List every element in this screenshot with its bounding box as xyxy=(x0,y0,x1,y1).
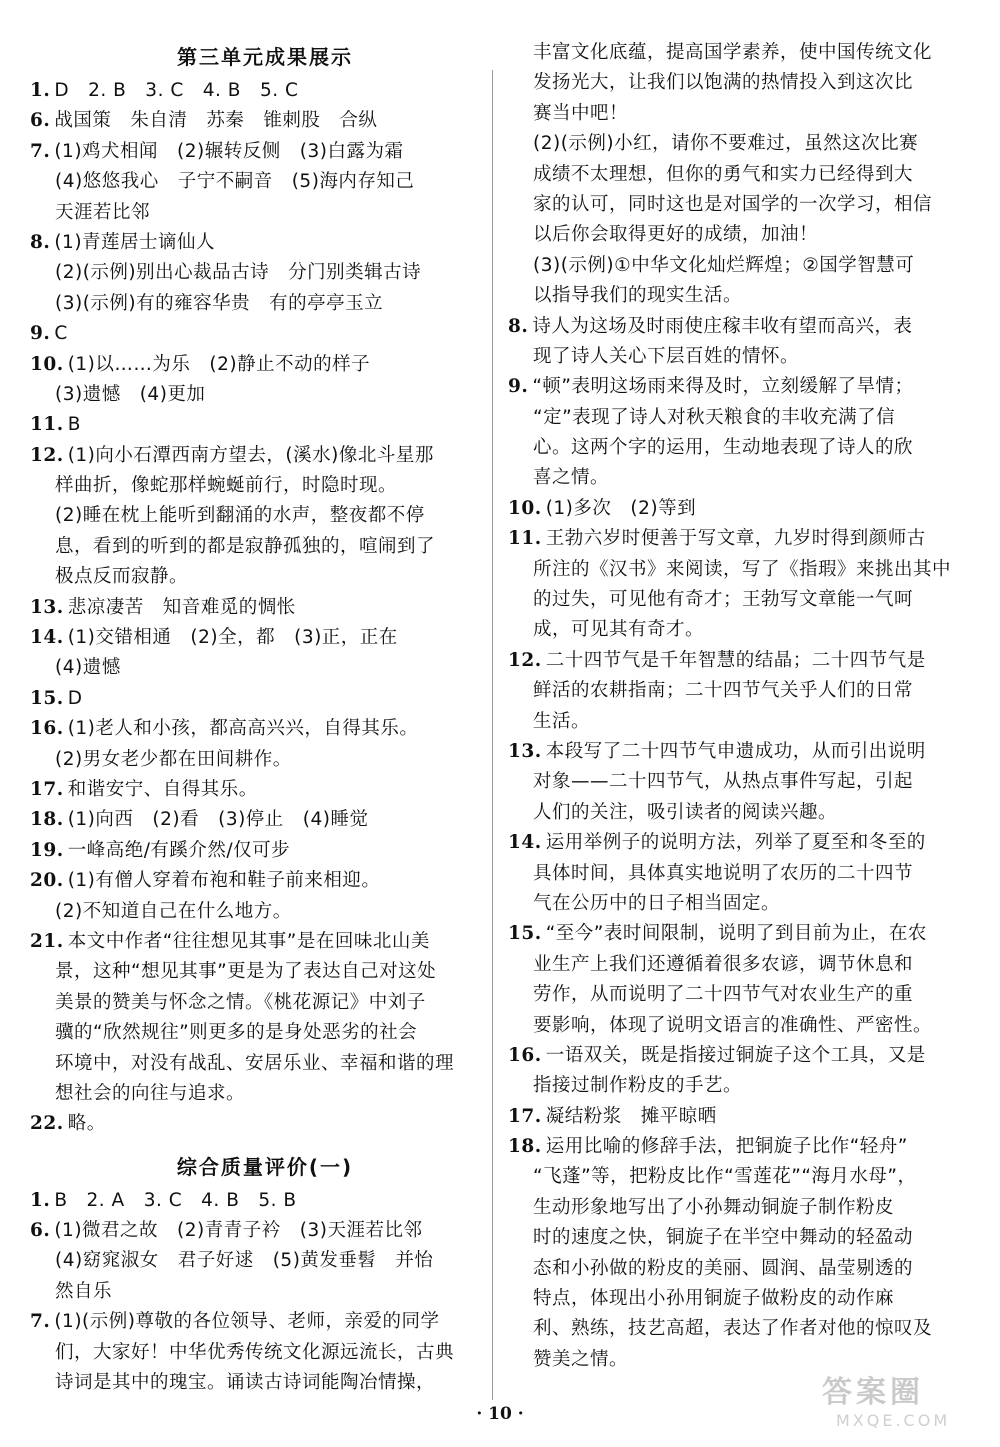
answer-text: 发扬光大，让我们以饱满的热情投入到这次比 xyxy=(533,72,914,94)
answer-text: 鲜活的农耕指南；二十四节气关乎人们的日常 xyxy=(533,680,914,702)
question-number: 10. xyxy=(30,353,64,375)
answer-line xyxy=(30,1216,500,1246)
answer-line xyxy=(508,372,970,402)
answer-text: (4)遗憾 xyxy=(55,657,121,679)
answer-text: 成绩不太理想，但你的勇气和实力已经得到大 xyxy=(533,163,914,185)
answer-line xyxy=(30,1079,500,1109)
answer-line xyxy=(508,342,970,372)
answer-text: 战国策 朱自清 苏秦 锥刺股 合纵 xyxy=(54,110,378,132)
answer-text: 极点反而寂静。 xyxy=(55,566,189,588)
answer-text: (1)多次 (2)等到 xyxy=(545,497,697,519)
answer-text: (4)悠悠我心 子宁不嗣音 (5)海内存知己 xyxy=(55,171,415,193)
answer-line xyxy=(508,980,970,1010)
answer-line xyxy=(30,988,500,1018)
question-number: 12. xyxy=(508,649,542,671)
watermark-text: 答案圈 xyxy=(822,1375,924,1410)
question-number: 18. xyxy=(30,809,64,831)
answer-text: (2)(示例)小红，请你不要难过，虽然这次比赛 xyxy=(533,133,919,155)
answer-text: 成，可见其有奇才。 xyxy=(533,619,705,641)
answer-text: 气在公历中的日子相当固定。 xyxy=(533,892,781,914)
answer-line xyxy=(508,707,970,737)
answer-line xyxy=(30,1109,500,1139)
question-number: 1. xyxy=(30,1189,51,1211)
answer-line xyxy=(508,1162,970,1192)
answer-line xyxy=(508,463,970,493)
answer-line xyxy=(508,68,970,98)
answer-line xyxy=(30,76,500,106)
answer-text: 劳作，从而说明了二十四节气对农业生产的重 xyxy=(533,984,914,1006)
answer-line xyxy=(30,471,500,501)
answer-text: (4)窈窕淑女 君子好逑 (5)黄发垂髫 并怡 xyxy=(55,1250,434,1272)
answer-text: 家的认可，同时这也是对国学的一次学习，相信 xyxy=(533,193,933,215)
answer-text: 然自乐 xyxy=(55,1280,113,1302)
answer-text: B 2. A 3. C 4. B 5. B xyxy=(54,1189,297,1211)
answer-text: 要影响，体现了说明文语言的准确性、严密性。 xyxy=(533,1014,933,1036)
answer-line xyxy=(508,403,970,433)
answer-text: (2)(示例)别出心裁品古诗 分门别类辑古诗 xyxy=(55,262,422,284)
answer-line xyxy=(508,160,970,190)
question-number: 15. xyxy=(508,923,542,945)
answer-line xyxy=(30,137,500,167)
answer-text: (2)睡在枕上能听到翻涌的水声，整夜都不停 xyxy=(55,505,425,527)
answer-text: 以后你会取得更好的成绩，加油！ xyxy=(533,224,819,246)
answer-line xyxy=(30,410,500,440)
answer-text: (1)鸡犬相闻 (2)辗转反侧 (3)白露为霜 xyxy=(54,140,404,162)
answer-line xyxy=(508,889,970,919)
answer-text: 业生产上我们还遵循着很多农谚，调节休息和 xyxy=(533,953,914,975)
answer-text: 天涯若比邻 xyxy=(55,201,151,223)
answer-text: (1)以……为乐 (2)静止不动的样子 xyxy=(67,353,371,375)
question-number: 11. xyxy=(508,528,542,550)
left-column xyxy=(30,38,500,1398)
answer-line xyxy=(30,836,500,866)
question-number: 20. xyxy=(30,870,64,892)
answer-line xyxy=(30,350,500,380)
answer-text: (1)(示例)尊敬的各位领导、老师，亲爱的同学 xyxy=(54,1311,440,1333)
answer-text: 运用比喻的修辞手法，把铜旋子比作“轻舟” xyxy=(545,1136,908,1158)
answer-line xyxy=(30,380,500,410)
answer-line xyxy=(30,775,500,805)
answer-text: B xyxy=(67,414,81,436)
answer-line xyxy=(508,1284,970,1314)
answer-text: 环境中，对没有战乱、安居乐业、幸福和谐的理 xyxy=(55,1052,455,1074)
answer-line xyxy=(508,798,970,828)
answer-text: 利、熟练，技艺高超，表达了作者对他的惊叹及 xyxy=(533,1318,933,1340)
question-number: 8. xyxy=(508,315,529,337)
answer-line xyxy=(508,281,970,311)
answer-line xyxy=(30,289,500,319)
answer-text: 略。 xyxy=(67,1113,106,1135)
section-title-evaluation: 综合质量评价(一) xyxy=(176,1154,354,1179)
answer-line xyxy=(30,258,500,288)
answer-line xyxy=(508,129,970,159)
answer-text: (3)(示例)有的雍容华贵 有的亭亭玉立 xyxy=(55,292,384,314)
answer-line xyxy=(30,714,500,744)
question-number: 9. xyxy=(508,376,529,398)
answer-text: D xyxy=(67,687,83,709)
answer-text: 以指导我们的现实生活。 xyxy=(533,285,743,307)
answer-text: 现了诗人关心下层百姓的情怀。 xyxy=(533,345,800,367)
watermark-logo xyxy=(822,1367,982,1437)
answer-text: (3)遗憾 (4)更加 xyxy=(55,383,206,405)
answer-line xyxy=(30,1307,500,1337)
answer-line xyxy=(30,1186,500,1216)
answer-text: (1)交错相通 (2)全，都 (3)正，正在 xyxy=(67,627,398,649)
answer-line xyxy=(508,38,970,68)
question-number: 16. xyxy=(30,718,64,740)
answer-line xyxy=(30,1277,500,1307)
answer-text: 所注的《汉书》来阅读，写了《指瑕》来挑出其中 xyxy=(533,558,952,580)
answer-line xyxy=(508,220,970,250)
answer-line xyxy=(508,646,970,676)
answer-text: 一峰高绝/有蹊介然/仅可步 xyxy=(67,839,291,861)
answer-text: 本段写了二十四节气申遗成功，从而引出说明 xyxy=(545,740,926,762)
answer-line xyxy=(30,684,500,714)
answer-line xyxy=(30,897,500,927)
answer-line xyxy=(30,1018,500,1048)
answer-line xyxy=(508,251,970,281)
answer-text: 具体时间，具体真实地说明了农历的二十四节 xyxy=(533,862,914,884)
question-number: 14. xyxy=(508,832,542,854)
answer-line xyxy=(508,1223,970,1253)
answer-line xyxy=(508,828,970,858)
answer-line xyxy=(30,441,500,471)
question-number: 21. xyxy=(30,930,64,952)
answer-text: 悲凉凄苦 知音难觅的惆怅 xyxy=(67,596,296,618)
answer-line xyxy=(508,767,970,797)
answer-text: 们，大家好！中华优秀传统文化源远流长，古典 xyxy=(55,1341,455,1363)
left-answer-list-2 xyxy=(30,1186,500,1399)
answer-text: 生活。 xyxy=(533,710,591,732)
answer-line xyxy=(30,501,500,531)
question-number: 22. xyxy=(30,1113,64,1135)
answer-text: (1)微君之故 (2)青青子衿 (3)天涯若比邻 xyxy=(54,1220,423,1242)
answer-text: “顿”表明这场雨来得及时，立刻缓解了旱情； xyxy=(532,376,914,398)
answer-text: 本文中作者“往往想见其事”是在回味北山美 xyxy=(67,930,430,952)
question-number: 17. xyxy=(30,778,64,800)
answer-line xyxy=(508,433,970,463)
answer-text: 特点，体现出小孙用铜旋子做粉皮的动作麻 xyxy=(533,1288,895,1310)
answer-line xyxy=(30,532,500,562)
answer-line xyxy=(30,623,500,653)
answer-text: (2)不知道自己在什么地方。 xyxy=(55,900,292,922)
page-number: · 10 · xyxy=(476,1404,524,1424)
answer-line xyxy=(508,737,970,767)
answer-line xyxy=(30,1049,500,1079)
answer-text: 息，看到的听到的都是寂静孤独的，喧闹到了 xyxy=(55,535,436,557)
answer-text: 喜之情。 xyxy=(533,467,610,489)
question-number: 7. xyxy=(30,140,51,162)
question-number: 12. xyxy=(30,444,64,466)
answer-text: 对象——二十四节气，从热点事件写起，引起 xyxy=(533,771,914,793)
answer-text: C xyxy=(54,323,68,345)
answer-text: 心。这两个字的运用，生动地表现了诗人的欣 xyxy=(533,437,914,459)
answer-line xyxy=(30,745,500,775)
question-number: 13. xyxy=(508,740,542,762)
answer-text: 人们的关注，吸引读者的阅读兴趣。 xyxy=(533,801,838,823)
answer-text: 一语双关，既是指接过铜旋子这个工具，又是 xyxy=(545,1044,926,1066)
answer-line xyxy=(508,555,970,585)
answer-line xyxy=(508,919,970,949)
answer-text: 诗人为这场及时雨使庄稼丰收有望而高兴，表 xyxy=(532,315,913,337)
answer-text: 凝结粉浆 摊平晾晒 xyxy=(545,1105,717,1127)
answer-text: 想社会的向往与追求。 xyxy=(55,1082,246,1104)
answer-line xyxy=(508,615,970,645)
answer-text: 时的速度之快，铜旋子在半空中舞动的轻盈动 xyxy=(533,1227,914,1249)
watermark-url: MXQE.COM xyxy=(836,1411,951,1430)
answer-text: (1)向小石潭西南方望去，(溪水)像北斗星那 xyxy=(67,444,434,466)
answer-line xyxy=(30,228,500,258)
section-title-unit3: 第三单元成果展示 xyxy=(177,45,353,69)
answer-text: 赛当中吧！ xyxy=(533,102,629,124)
question-number: 10. xyxy=(508,497,542,519)
answer-line xyxy=(30,866,500,896)
answer-text: 态和小孙做的粉皮的美丽、圆润、晶莹剔透的 xyxy=(533,1257,914,1279)
answer-line xyxy=(508,524,970,554)
answer-line xyxy=(508,1071,970,1101)
answer-text: “飞蓬”等，把粉皮比作“雪莲花”“海月水母”， xyxy=(533,1166,917,1188)
answer-line xyxy=(30,593,500,623)
answer-text: 生动形象地写出了小孙舞动铜旋子制作粉皮 xyxy=(533,1196,895,1218)
answer-text: “至今”表时间限制，说明了到目前为止，在农 xyxy=(545,923,927,945)
answer-text: 美景的赞美与怀念之情。《桃花源记》中刘子 xyxy=(55,991,426,1013)
answer-text: 丰富文化底蕴，提高国学素养，使中国传统文化 xyxy=(533,42,933,63)
answer-text: 样曲折，像蛇那样蜿蜒前行，时隐时现。 xyxy=(55,475,398,497)
answer-line xyxy=(508,676,970,706)
answer-line xyxy=(508,1193,970,1223)
question-number: 7. xyxy=(30,1311,51,1333)
question-number: 6. xyxy=(30,1220,51,1242)
question-number: 18. xyxy=(508,1136,542,1158)
answer-text: (3)(示例)①中华文化灿烂辉煌；②国学智慧可 xyxy=(533,254,915,276)
answer-text: D 2. B 3. C 4. B 5. C xyxy=(54,80,299,101)
answer-line xyxy=(508,494,970,524)
answer-line xyxy=(508,950,970,980)
answer-text: “定”表现了诗人对秋天粮食的丰收充满了信 xyxy=(533,406,896,428)
answer-line xyxy=(508,859,970,889)
answer-line xyxy=(30,1246,500,1276)
answer-line xyxy=(508,1254,970,1284)
question-number: 14. xyxy=(30,627,64,649)
question-number: 9. xyxy=(30,323,51,345)
question-number: 17. xyxy=(508,1105,542,1127)
answer-line xyxy=(30,319,500,349)
answer-line xyxy=(508,1041,970,1071)
answer-line xyxy=(30,167,500,197)
answer-line xyxy=(508,312,970,342)
answer-line xyxy=(508,99,970,129)
answer-text: (1)青莲居士谪仙人 xyxy=(54,231,216,253)
question-number: 15. xyxy=(30,687,64,709)
answer-text: (1)老人和小孩，都高高兴兴，自得其乐。 xyxy=(67,718,419,740)
answer-text: 景，这种“想见其事”更是为了表达自己对这处 xyxy=(55,961,437,983)
answer-line xyxy=(30,653,500,683)
answer-text: 王勃六岁时便善于写文章，九岁时得到颜师古 xyxy=(545,528,926,550)
question-number: 8. xyxy=(30,231,51,253)
answer-line xyxy=(30,198,500,228)
answer-line xyxy=(508,1102,970,1132)
right-column xyxy=(508,38,970,1375)
question-number: 6. xyxy=(30,110,51,132)
question-number: 19. xyxy=(30,839,64,861)
answer-line xyxy=(30,805,500,835)
answer-text: 骥的“欣然规往”则更多的是身处恶劣的社会 xyxy=(55,1022,418,1044)
answer-line xyxy=(30,106,500,136)
answer-line xyxy=(30,957,500,987)
question-number: 1. xyxy=(30,80,51,101)
answer-text: 指接过制作粉皮的手艺。 xyxy=(533,1075,743,1097)
answer-line xyxy=(508,190,970,220)
question-number: 16. xyxy=(508,1044,542,1066)
column-divider xyxy=(492,70,493,1400)
question-number: 11. xyxy=(30,414,64,436)
answer-line xyxy=(508,1132,970,1162)
answer-line xyxy=(30,927,500,957)
right-answer-list xyxy=(508,38,970,1375)
answer-text: (2)男女老少都在田间耕作。 xyxy=(55,748,292,770)
answer-text: (1)有僧人穿着布袍和鞋子前来相迎。 xyxy=(67,870,381,892)
answer-line xyxy=(508,1314,970,1344)
answer-text: 运用举例子的说明方法，列举了夏至和冬至的 xyxy=(545,832,926,854)
answer-text: (1)向西 (2)看 (3)停止 (4)睡觉 xyxy=(67,809,369,831)
answer-line xyxy=(30,1368,500,1398)
left-answer-list xyxy=(30,76,500,1140)
answer-text: 诗词是其中的瑰宝。诵读古诗词能陶冶情操， xyxy=(55,1372,436,1394)
answer-line xyxy=(30,562,500,592)
answer-line xyxy=(30,1338,500,1368)
answer-text: 赞美之情。 xyxy=(533,1348,629,1370)
answer-text: 和谐安宁、自得其乐。 xyxy=(67,778,258,800)
question-number: 13. xyxy=(30,596,64,618)
answer-line xyxy=(508,585,970,615)
answer-line xyxy=(508,1011,970,1041)
answer-text: 二十四节气是千年智慧的结晶；二十四节气是 xyxy=(545,649,926,671)
answer-text: 的过失，可见他有奇才；王勃写文章能一气呵 xyxy=(533,589,914,611)
